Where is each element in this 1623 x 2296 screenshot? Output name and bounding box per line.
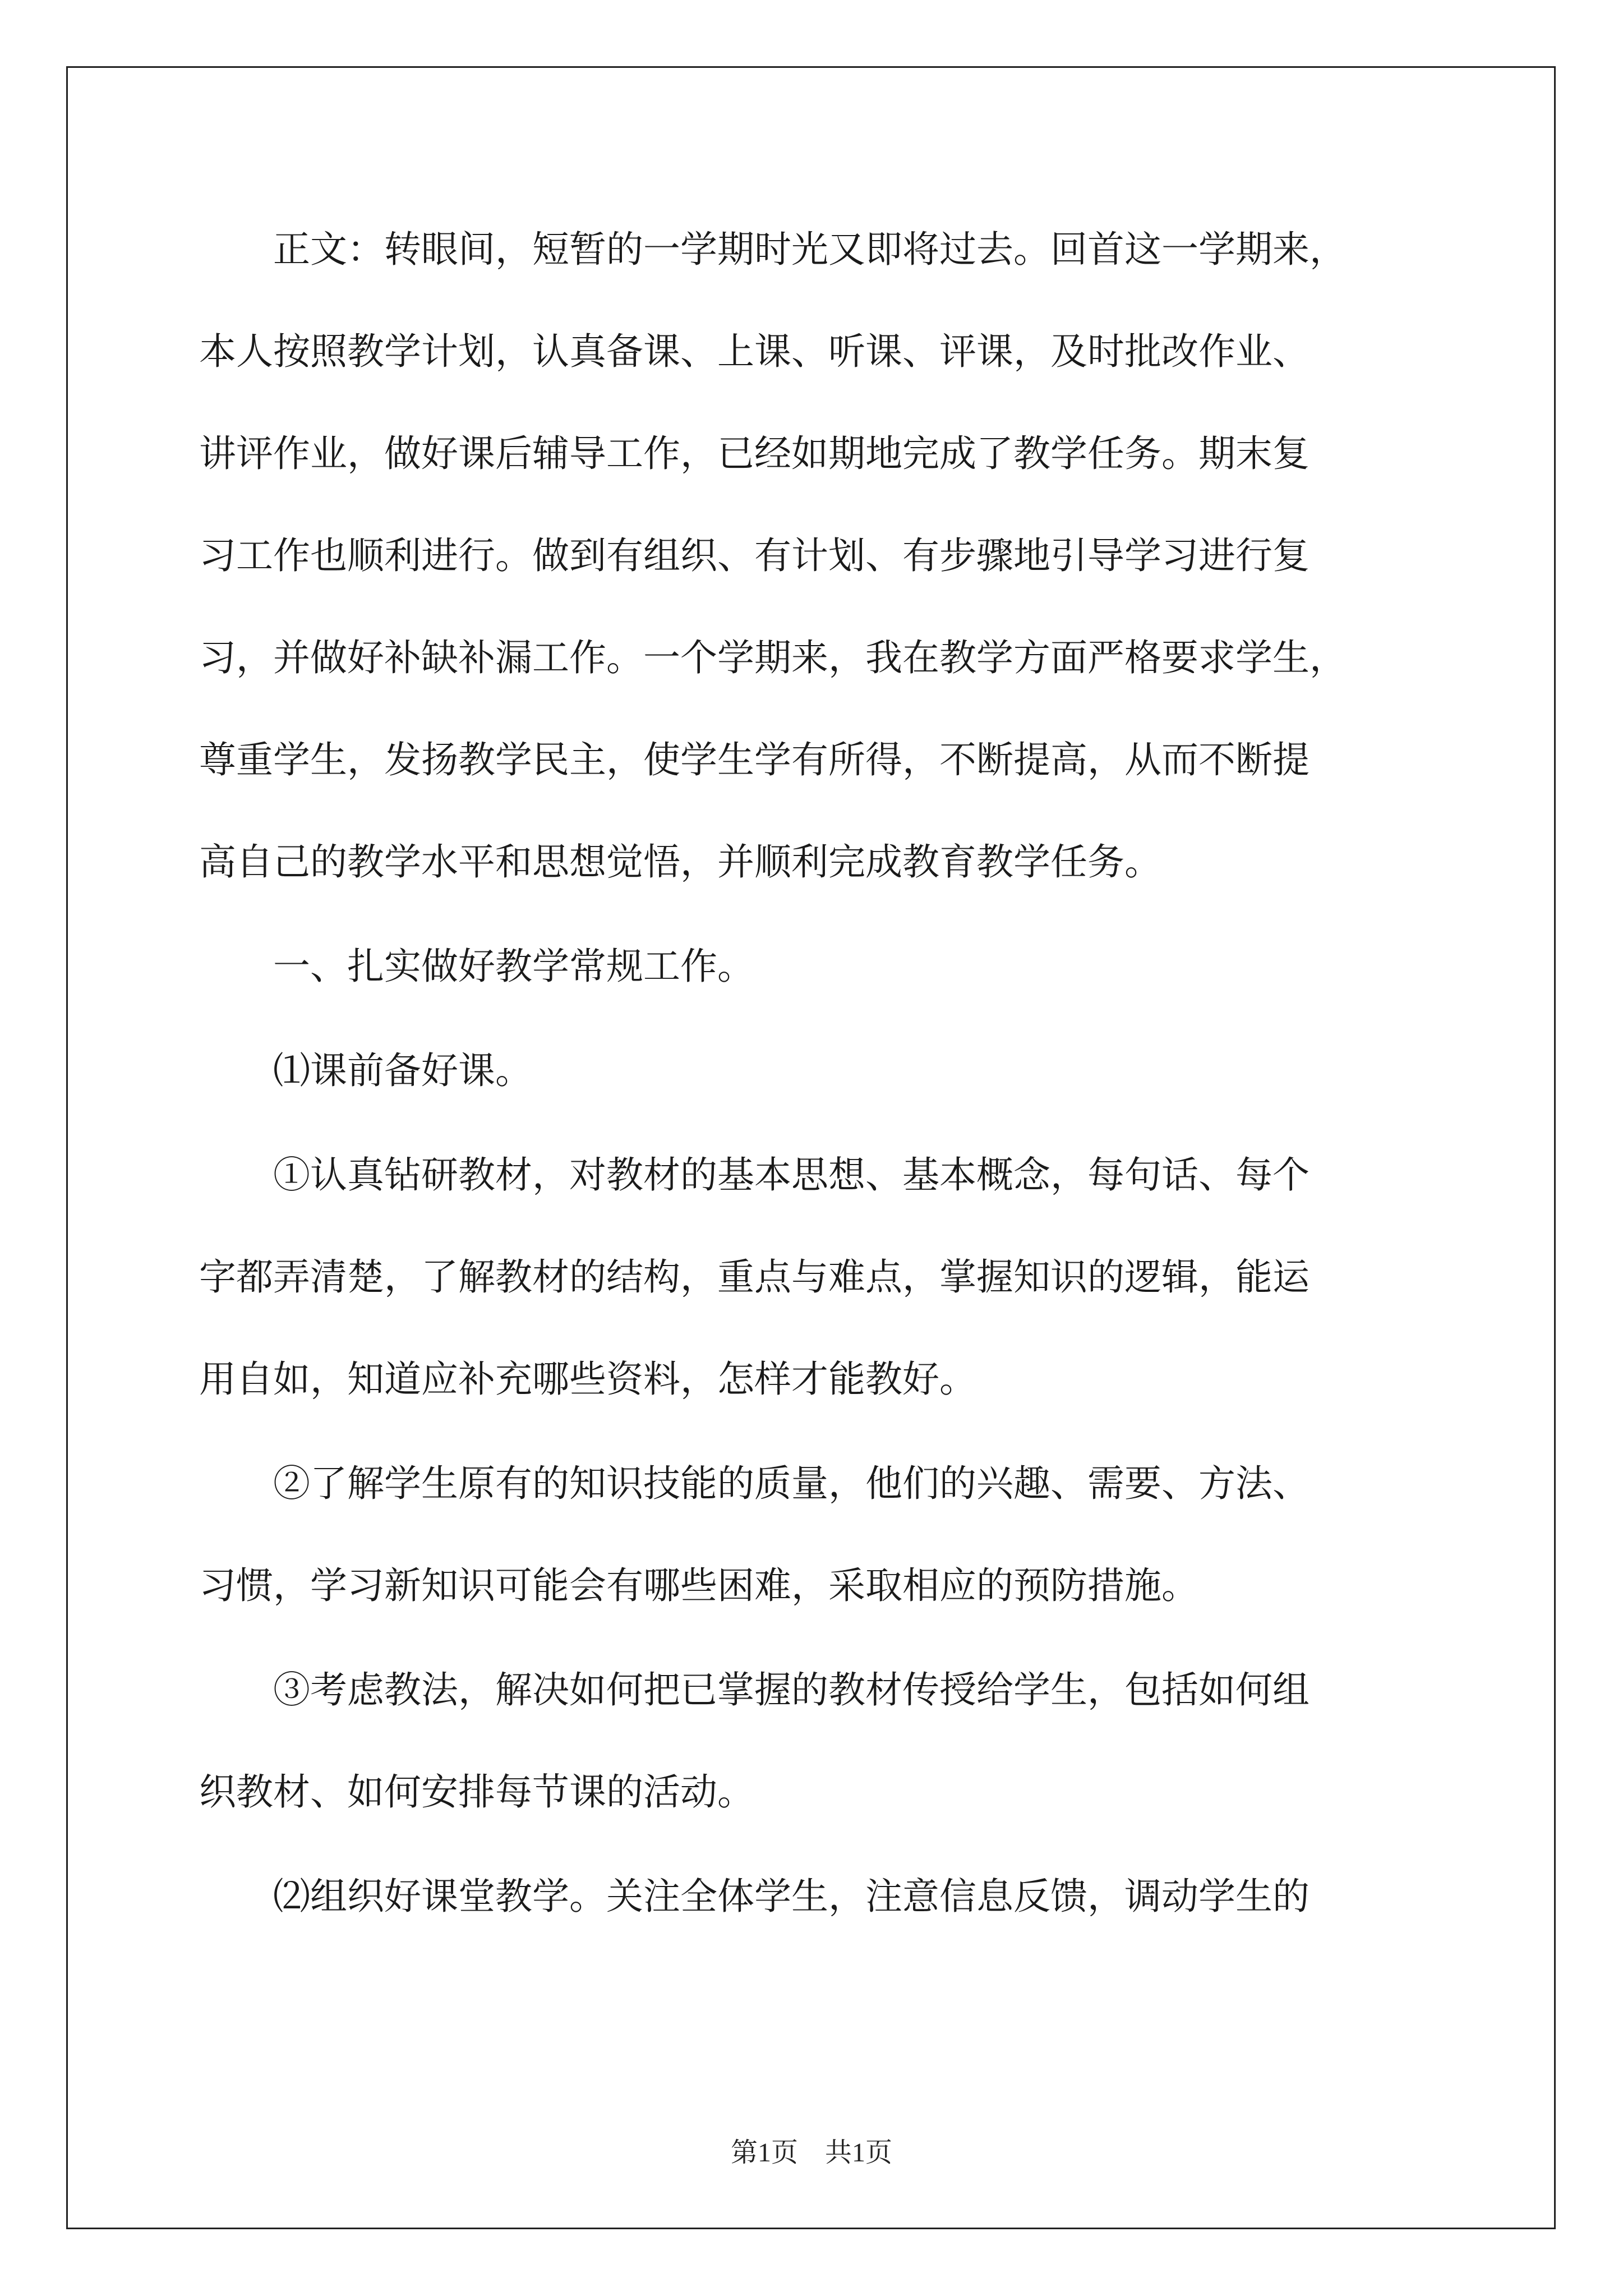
- page-footer: 第1页 共1页: [730, 2138, 892, 2168]
- body-line: 讲评作业，做好课后辅导工作，已经如期地完成了教学任务。期末复: [199, 432, 1310, 475]
- body-line: 尊重学生，发扬教学民主，使学生学有所得，不断提高，从而不断提: [199, 738, 1310, 781]
- body-line: 正文：转眼间，短暂的一学期时光又即将过去。回首这一学期来，: [199, 228, 1347, 271]
- body-line: ③考虑教法，解决如何把已掌握的教材传授给学生，包括如何组: [199, 1668, 1310, 1711]
- body-line: 织教材、如何安排每节课的活动。: [199, 1770, 754, 1814]
- body-line: 字都弄清楚，了解教材的结构，重点与难点，掌握知识的逻辑，能运: [199, 1255, 1310, 1299]
- body-line: 习惯，学习新知识可能会有哪些困难，采取相应的预防措施。: [199, 1564, 1198, 1607]
- body-line: 本人按照教学计划，认真备课、上课、听课、评课，及时批改作业、: [199, 330, 1310, 373]
- body-line: ②了解学生原有的知识技能的质量，他们的兴趣、需要、方法、: [199, 1462, 1310, 1505]
- section-heading: 一、扎实做好教学常规工作。: [199, 945, 754, 988]
- body-line: 用自如，知道应补充哪些资料，怎样才能教好。: [199, 1358, 976, 1401]
- subsection-heading: ⑴课前备好课。: [199, 1049, 532, 1092]
- body-line: ①认真钻研教材，对教材的基本思想、基本概念，每句话、每个: [199, 1153, 1310, 1197]
- body-line: 高自己的教学水平和思想觉悟，并顺利完成教育教学任务。: [199, 840, 1161, 884]
- body-line: 习，并做好补缺补漏工作。一个学期来，我在教学方面严格要求学生，: [199, 636, 1347, 679]
- body-line: 习工作也顺利进行。做到有组织、有计划、有步骤地引导学习进行复: [199, 534, 1310, 577]
- body-line: ⑵组织好课堂教学。关注全体学生，注意信息反馈，调动学生的: [199, 1875, 1310, 1918]
